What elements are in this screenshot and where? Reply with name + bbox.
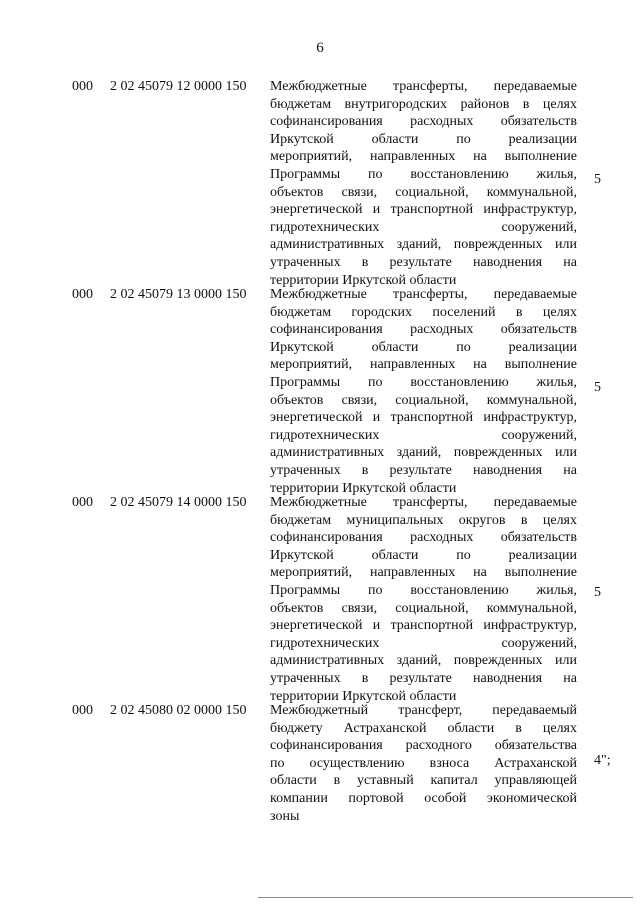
row-description — [270, 286, 577, 497]
row-value: 5 — [594, 172, 601, 187]
description-line: утраченных в результате наводнения на — [270, 254, 577, 270]
description-line: области в уставный капитал управляющей — [270, 773, 577, 789]
description-line: административных зданий, поврежденных или — [270, 445, 577, 461]
description-line: мероприятий, направленных на выполнение — [270, 149, 577, 165]
description-line: софинансирования расходного обязательства — [270, 738, 577, 754]
description-line: Иркутской области по реализации — [270, 339, 577, 355]
budget-classification-code: 2 02 45079 12 0000 150 — [110, 79, 247, 94]
row-description — [270, 494, 577, 705]
description-line: Межбюджетные трансферты, передаваемые — [270, 287, 577, 302]
description-line: бюджету Астраханской области в целях — [270, 720, 577, 736]
description-line: Межбюджетный трансферт, передаваемый — [270, 703, 577, 718]
description-line: Иркутской области по реализации — [270, 131, 577, 147]
description-line: гидротехнических сооружений, — [270, 219, 577, 235]
description-line: гидротехнических сооружений, — [270, 427, 577, 443]
description-line: Программы по восстановлению жилья, — [270, 374, 577, 390]
description-line: Иркутской области по реализации — [270, 547, 577, 563]
description-line: мероприятий, направленных на выполнение — [270, 357, 577, 373]
description-line: Межбюджетные трансферты, передаваемые — [270, 495, 577, 510]
description-line: энергетической и транспортной инфраструктур, — [270, 202, 577, 218]
admin-code: 000 — [72, 287, 93, 302]
bottom-border-line — [258, 897, 633, 898]
description-line: территории Иркутской области — [270, 272, 457, 288]
description-line: Программы по восстановлению жилья, — [270, 582, 577, 598]
description-line: административных зданий, поврежденных или — [270, 653, 577, 669]
description-line: административных зданий, поврежденных или — [270, 237, 577, 253]
description-line: Межбюджетные трансферты, передаваемые — [270, 79, 577, 94]
description-line: территории Иркутской области — [270, 688, 457, 704]
budget-classification-code: 2 02 45080 02 0000 150 — [110, 703, 247, 718]
admin-code: 000 — [72, 703, 93, 718]
description-line: бюджетам городских поселений в целях — [270, 304, 577, 320]
description-line: утраченных в результате наводнения на — [270, 670, 577, 686]
description-line: мероприятий, направленных на выполнение — [270, 565, 577, 581]
description-line: Программы по восстановлению жилья, — [270, 166, 577, 182]
row-value: 5 — [594, 585, 601, 600]
description-line: бюджетам внутригородских районов в целях — [270, 96, 577, 112]
description-line: софинансирования расходных обязательств — [270, 530, 577, 546]
description-line: бюджетам муниципальных округов в целях — [270, 512, 577, 528]
description-line: софинансирования расходных обязательств — [270, 322, 577, 338]
page-number: 6 — [316, 40, 324, 56]
budget-classification-code: 2 02 45079 13 0000 150 — [110, 287, 247, 302]
row-value: 5 — [594, 380, 601, 395]
description-line: энергетической и транспортной инфраструктур, — [270, 410, 577, 426]
description-line: компании портовой особой экономической — [270, 790, 577, 806]
row-description — [270, 702, 577, 825]
description-line: объектов связи, социальной, коммунальной, — [270, 600, 577, 616]
description-line: территории Иркутской области — [270, 480, 457, 496]
description-line: софинансирования расходных обязательств — [270, 114, 577, 130]
budget-classification-code: 2 02 45079 14 0000 150 — [110, 495, 247, 510]
description-line: по осуществлению взноса Астраханской — [270, 755, 577, 771]
description-line: энергетической и транспортной инфраструктур, — [270, 618, 577, 634]
description-line: гидротехнических сооружений, — [270, 635, 577, 651]
description-line: объектов связи, социальной, коммунальной, — [270, 392, 577, 408]
description-line: объектов связи, социальной, коммунальной, — [270, 184, 577, 200]
description-line: зоны — [270, 808, 300, 824]
description-line: утраченных в результате наводнения на — [270, 462, 577, 478]
row-value: 4"; — [594, 753, 611, 768]
row-description — [270, 78, 577, 289]
admin-code: 000 — [72, 495, 93, 510]
admin-code: 000 — [72, 79, 93, 94]
